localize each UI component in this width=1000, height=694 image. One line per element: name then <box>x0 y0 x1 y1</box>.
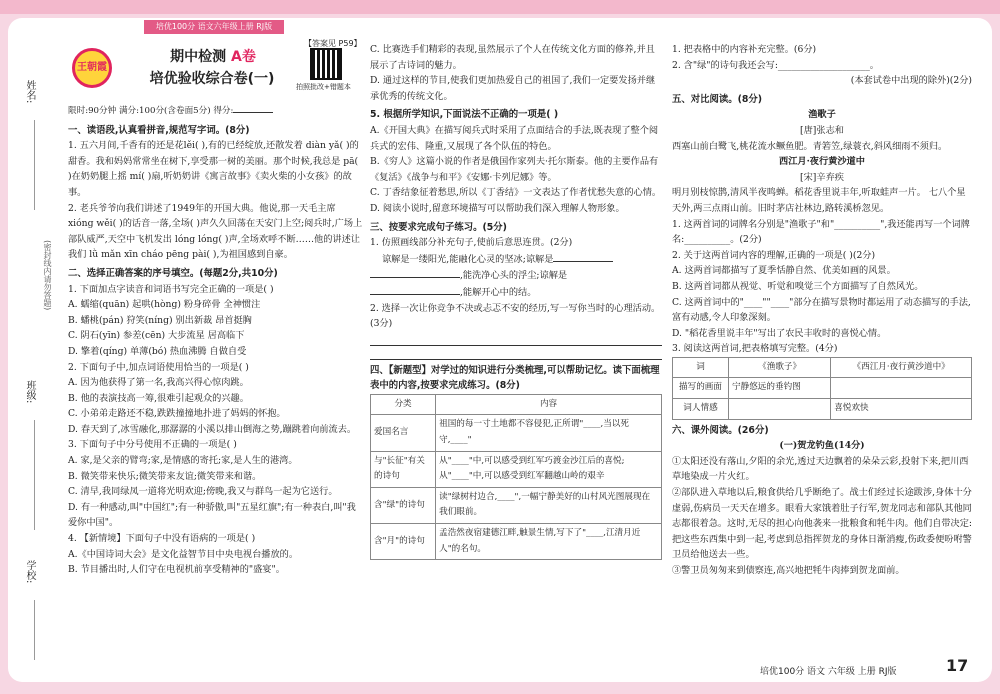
name-label: 姓名: <box>24 80 35 104</box>
q2-option-b: B. 他的表演技高一筹,很难引起观众的兴趣。 <box>68 392 249 404</box>
poem-2-text: 明月别枝惊鹊,清风半夜鸣蝉。稻花香里说丰年,听取蛙声一片。 七八个星天外,两三点雨山前。旧时茅店社林边,路转溪桥忽见。 <box>672 187 966 214</box>
poem-1-text: 西塞山前白鹭飞,桃花流水鳜鱼肥。青箬笠,绿蓑衣,斜风细雨不须归。 <box>672 140 948 152</box>
column-middle <box>370 42 662 560</box>
column-left <box>68 102 364 578</box>
footer-text: 培优100分 语文 六年级 上册 RJ版 <box>760 667 897 677</box>
q1-option-d: D. 擎着(qíng) 单薄(bó) 热血沸腾 自做自受 <box>68 345 247 357</box>
q2-option-d: D. 春天到了,冰雪融化,那潺潺的小溪以排山倒海之势,蹦跳着向前流去。 <box>68 423 357 435</box>
poem-q2-option-d: D. "稻花香里说丰年"写出了农民丰收时的喜悦心情。 <box>672 327 887 339</box>
name-line <box>34 120 35 210</box>
school-line <box>34 600 35 660</box>
question-1: 1. 下面加点字读音和词语书写完全正确的一项是( ) <box>68 283 274 295</box>
sentence-q2: 2. 选择一次让你竞争不决或忐忑不安的经历,写一写你当时的心理活动。(3分) <box>370 302 661 330</box>
poem-q2-option-a: A. 这两首词都描写了夏季恬静自然、优美如画的风景。 <box>672 265 896 277</box>
table-q1: 1. 把表格中的内容补充完整。(6分) <box>672 44 817 55</box>
brand-logo: 王朝霞 <box>72 48 112 88</box>
q5-option-b: B.《穷人》这篇小说的作者是俄国作家列夫·托尔斯泰。他的主要作品有《复活》《战争与和平》《安娜·卡列尼娜》等。 <box>370 156 659 183</box>
table-row: 描写的画面 宁静悠远的垂钓图 <box>673 378 972 399</box>
exam-title: 期中检测 A卷 <box>170 49 256 65</box>
article-paragraph-3: ③警卫员匆匆来到债察连,高兴地把牦牛肉捧到贺龙面前。 <box>672 565 905 576</box>
binding-margin <box>8 40 60 670</box>
poem-1-author: [唐]张志和 <box>800 124 844 136</box>
column-right <box>672 42 972 579</box>
section-5-title: 五、对比阅读。(8分) <box>672 93 763 105</box>
series-banner: 培优100分 语文六年级上册 RJ版 <box>144 20 284 34</box>
school-label: 学校: <box>24 560 35 584</box>
poem-q1: 1. 这两首词的词牌名分别是"渔歌子"和"__________",我还能再写一个词牌名:__________。(2分) <box>672 218 970 246</box>
table-row: 爱国名言 祖国的每一寸土地都不容侵犯,正所谓"____,当以死守,____" <box>371 415 662 451</box>
q1-option-c: C. 阴石(yīn) 参差(cēn) 大步流星 居高临下 <box>68 330 245 342</box>
exam-subtitle: 培优验收综合卷(一) <box>149 71 275 87</box>
q5-option-c: C. 丁香结象征着愁思,所以《丁香结》一文表达了作者忧愁失意的心情。 <box>370 187 662 199</box>
section-1-title: 一、读语段,认真看拼音,规范写字词。(8分) <box>68 124 250 136</box>
q4-option-b: B. 节目播出时,人们守在电视机前享受精神的"盛宴"。 <box>68 564 285 576</box>
blank[interactable] <box>553 251 613 262</box>
q4-option-c: C. 比赛选手们精彩的表现,虽然展示了个人在传统文化方面的修养,并且展示了古诗词的魅力。 <box>370 44 655 71</box>
article-paragraph-2: ②部队进入草地以后,粮食供给几乎断绝了。战士们经过长途跋涉,身体十分虚弱,伤病员一天天在增多。眼看大家饿着肚子行军,贺龙同志和部队其他同志都很着急。这时,无尽的担心向他袭来一批粮食和牦牛肉。他们自带决定:把这些东西集中到一起,考虑到总指挥贺龙的身体日渐消瘦,伤政委便吩咐警卫员给他送去一些。 <box>672 487 973 561</box>
table-row: 与"长征"有关的诗句 从"____"中,可以感受到红军巧渡金沙江后的喜悦;从"____"中,可以感受到红军翻越山岭的艰辛 <box>371 451 662 487</box>
exam-header <box>72 39 362 100</box>
q3-option-b: B. 微笑带来快乐;微笑带来友谊;微笑带来和谐。 <box>68 470 262 482</box>
passage-2: 2. 老兵爷爷向我们讲述了1949年的开国大典。他说,那一天毛主席 xióng wěi( )的话音一落,全场( )声久久回荡在天安门上空;阅兵时,广场上部队威严,天空中飞机发出 lóng lóng( )声,全场欢呼不断……他的讲述让我们 lǜ mǎn xīn cháo pēng pài( ),为祖国感到自豪。 <box>68 202 363 261</box>
q2-option-c: C. 小弟弟走路还不稳,跌跌撞撞地扑进了妈妈的怀抱。 <box>68 408 286 420</box>
q5-option-d: D. 阅读小说时,留意环境描写可以帮助我们深入理解人物形象。 <box>370 202 625 214</box>
poem-2-title: 西江月·夜行黄沙道中 <box>779 156 865 168</box>
class-line <box>34 420 35 530</box>
q5-option-a: A.《开国大典》在描写阅兵式时采用了点面结合的手法,既表现了整个阅兵式的宏伟、隆重,又展现了各个队伍的特色。 <box>370 124 659 152</box>
q3-option-d: D. 有一种感动,叫"中国红";有一种骄傲,叫"五星红旗";有一种表白,叫"我爱你中国"。 <box>68 501 356 529</box>
article-title: (一)贺龙钓鱼(14分) <box>779 440 865 452</box>
table-header: 分类 <box>371 394 436 415</box>
q4-option-a: A.《中国诗词大会》是文化益智节目中央电视台播放的。 <box>68 548 299 560</box>
blank[interactable] <box>370 267 460 278</box>
question-2: 2. 下面句子中,加点词语使用恰当的一项是( ) <box>68 361 249 373</box>
poem-q2: 2. 关于这两首词内容的理解,正确的一项是( )(2分) <box>672 249 876 261</box>
section-3-title: 三、按要求完成句子练习。(5分) <box>370 221 507 233</box>
q3-option-a: A. 家,是父亲的臂弯;家,是情感的寄托;家,是人生的港湾。 <box>68 455 298 467</box>
sentence-q1-line-a: 谅解是一缕阳光,能融化心灵的坚冰;谅解是 <box>370 251 662 268</box>
page-number: 17 <box>946 656 969 675</box>
table-q2-note: (本套试卷中出现的除外)(2分) <box>850 75 972 87</box>
section-6-title: 六、课外阅读。(26分) <box>672 424 769 436</box>
table-row: 词人情感 喜悦欢快 <box>673 399 972 420</box>
answer-line[interactable] <box>370 346 662 360</box>
qr-label: 拍照批改+错题本 <box>296 83 351 91</box>
q4-option-d: D. 通过这样的节目,使我们更加热爱自己的祖国了,我们一定要发扬并继承优秀的传统文化。 <box>370 75 656 102</box>
sentence-q1: 1. 仿照画线部分补充句子,使前后意思连贯。(2分) <box>370 237 573 249</box>
sentence-q1-line-b: ,能洗净心头的浮尘;谅解是 <box>370 267 662 284</box>
sentence-q1-line-c: ,能解开心中的结。 <box>370 284 662 301</box>
poem-table: 词 《渔歌子》 《西江月·夜行黄沙道中》 描写的画面 宁静悠远的垂钓图 词人情感 喜悦欢快 <box>672 357 972 420</box>
table-header: 内容 <box>436 394 662 415</box>
table-q2: 2. 含"绿"的诗句我还会写:____________________。 <box>672 59 879 71</box>
poem-q2-option-b: B. 这两首词都从视觉、听觉和嗅觉三个方面描写了自然风光。 <box>672 280 924 292</box>
section-4-title: 四、【新题型】对学过的知识进行分类梳理,可以帮助记忆。读下面梳理表中的内容,按要求完成练习。(8分) <box>370 364 660 392</box>
question-3: 3. 下面句子中分号使用不正确的一项是( ) <box>68 439 237 451</box>
seal-note: (密封线内请勿答题) <box>43 240 52 311</box>
article-paragraph-1: ①太阳还没有落山,夕阳的余光,透过天边飘着的朵朵云彩,投射下来,把川西草地染成一片火红。 <box>672 455 969 483</box>
answer-reference: 【答案见 P59】 <box>304 39 362 48</box>
q1-option-a: A. 蠕缩(quān) 起哄(hòng) 粉身碎骨 全神惯注 <box>68 299 261 311</box>
q3-option-c: C. 清早,我同绿凤一道将光明欢迎;傍晚,我又与群鸟一起为它送行。 <box>68 486 338 498</box>
question-5: 5. 根据所学知识,下面说法不正确的一项是( ) <box>370 109 559 121</box>
table-row: 含"绿"的诗句 读"绿树村边合,____",一幅宁静美好的山村风光图展现在我们眼前。 <box>371 487 662 523</box>
top-band <box>0 0 1000 14</box>
poem-q3: 3. 阅读这两首词,把表格填写完整。(4分) <box>672 343 838 355</box>
blank[interactable] <box>370 284 460 295</box>
qr-code-icon[interactable] <box>310 48 342 80</box>
class-label: 班级: <box>24 380 35 404</box>
question-4: 4. 【新情境】下面句子中没有语病的一项是( ) <box>68 533 256 545</box>
q2-option-a: A. 因为他获得了第一名,我高兴得心惊肉跳。 <box>68 377 249 389</box>
poem-2-author: [宋]辛弃疾 <box>800 171 844 183</box>
answer-line[interactable] <box>370 332 662 346</box>
section-2-title: 二、选择正确答案的序号填空。(每题2分,共10分) <box>68 267 278 279</box>
q1-option-b: B. 蟠桃(pán) 狩笑(níng) 别出新裁 昂首挺胸 <box>68 314 252 326</box>
poem-1-title: 渔歌子 <box>808 109 836 121</box>
summary-table <box>370 394 662 560</box>
exam-meta: 限时:90分钟 满分:100分(含卷面5分) 得分: <box>68 102 364 120</box>
passage-1: 1. 五六月间,千香有的还是花lěi( ),有的已经绽放,还散发着 diàn yǎ( )的甜香。我和妈妈常常坐在树下,享受那一树的美丽。那个时候,我总是 pā( )在奶奶腿上摇 mí( )扇,听奶奶讲《寓言故事》《卖火柴的小女孩》的故事。 <box>68 140 359 198</box>
poem-q2-option-c: C. 这两首词中的"____""____"部分在描写景物时都运用了动态描写的手法,富有动感,令人印象深刻。 <box>672 296 971 324</box>
table-row: 含"月"的诗句 孟浩然夜宿建德江畔,触景生情,写下了"____,江清月近人"的名句。 <box>371 524 662 560</box>
